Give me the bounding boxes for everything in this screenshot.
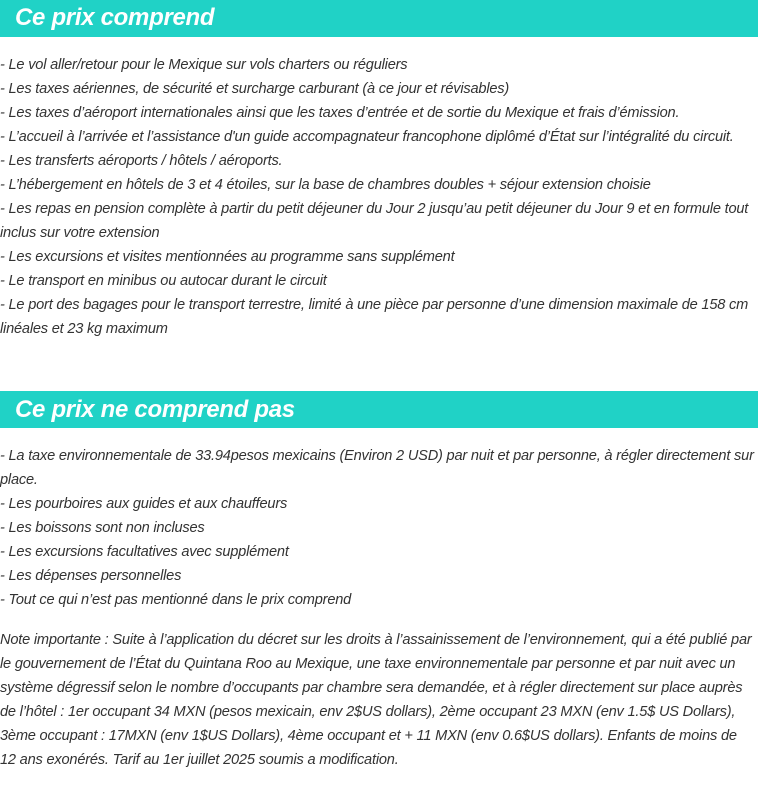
list-item: - Les taxes aériennes, de sécurité et surcharge carburant (à ce jour et révisables) bbox=[0, 81, 510, 97]
excluded-section-header bbox=[0, 391, 758, 428]
excluded-list bbox=[0, 444, 758, 612]
list-item: - Les pourboires aux guides et aux chauffeurs bbox=[0, 496, 288, 512]
included-section-title: Ce prix comprend bbox=[15, 4, 215, 31]
list-item: - Tout ce qui n’est pas mentionné dans le prix comprend bbox=[0, 592, 352, 608]
list-item: - Les transferts aéroports / hôtels / aéroports. bbox=[0, 153, 283, 169]
list-item: - Le vol aller/retour pour le Mexique sur vols charters ou réguliers bbox=[0, 57, 408, 73]
list-item: - L’accueil à l’arrivée et l’assistance d'un guide accompagnateur francophone diplômé d’État sur l’intégralité du circuit. bbox=[0, 129, 734, 145]
list-item: - La taxe environnementale de 33.94pesos mexicains (Environ 2 USD) par nuit et par personne, à régler directement sur place. bbox=[0, 448, 754, 488]
list-item: - Les dépenses personnelles bbox=[0, 568, 182, 584]
list-item: - Les taxes d’aéroport internationales ainsi que les taxes d’entrée et de sortie du Mexique et frais d’émission. bbox=[0, 105, 680, 121]
list-item: - Les excursions facultatives avec supplément bbox=[0, 544, 289, 560]
list-item: - Les boissons sont non incluses bbox=[0, 520, 205, 536]
list-item: - Le transport en minibus ou autocar durant le circuit bbox=[0, 273, 327, 289]
list-item: - Les repas en pension complète à partir du petit déjeuner du Jour 2 jusqu’au petit déjeuner du Jour 9 et en formule tout inclus sur votre extension bbox=[0, 201, 749, 241]
included-section-header bbox=[0, 0, 758, 37]
important-note: Note importante : Suite à l’application du décret sur les droits à l’assainissement de l’environnement, qui a été publié par le gouvernement de l’État du Quintana Roo au Mexique, une taxe environnementale par personne et par nuit avec un système dégressif selon le nombre d’occupants par chambre sera demandée, et à régler directement sur place auprès de l’hôtel : 1er occupant 34 MXN (pesos mexicain, env 2$US dollars), 2ème occupant 23 MXN (env 1.5$ US Dollars), 3ème occupant : 17MXN (env 1$US Dollars), 4ème occupant et + 11 MXN (env 0.6$US dollars). Enfants de moins de 12 ans exonérés. Tarif au 1er juillet 2025 soumis a modification. bbox=[0, 632, 752, 768]
list-item: - L’hébergement en hôtels de 3 et 4 étoiles, sur la base de chambres doubles + séjour extension choisie bbox=[0, 177, 651, 193]
list-item: - Le port des bagages pour le transport terrestre, limité à une pièce par personne d’une dimension maximale de 158 cm linéales et 23 kg maximum bbox=[0, 297, 749, 337]
list-item: - Les excursions et visites mentionnées au programme sans supplément bbox=[0, 249, 455, 265]
excluded-section-title: Ce prix ne comprend pas bbox=[15, 396, 295, 423]
included-list bbox=[0, 53, 758, 341]
